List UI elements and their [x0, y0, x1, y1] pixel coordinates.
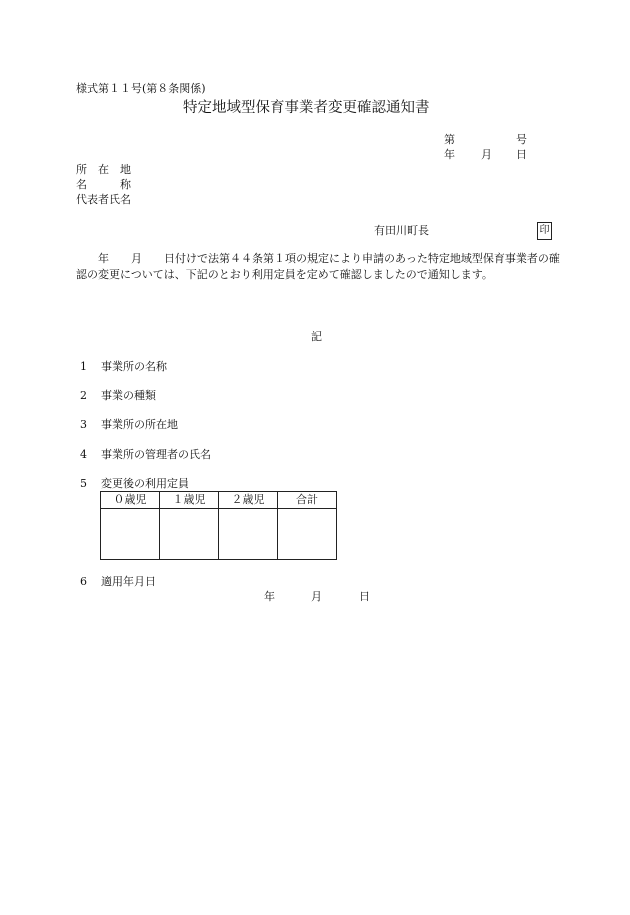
issue-date-month: 月 — [481, 148, 492, 161]
doc-number-dai: 第 — [444, 133, 455, 146]
item-number: 4 — [80, 448, 87, 461]
doc-number-go: 号 — [516, 133, 527, 146]
capacity-cell-total — [278, 509, 337, 560]
capacity-cell-age-2 — [219, 509, 278, 560]
item-number: 1 — [80, 360, 87, 373]
apply-date-day: 日 — [359, 590, 370, 603]
item-label-facility-name: 事業所の名称 — [101, 360, 167, 373]
apply-date-year: 年 — [264, 590, 275, 603]
notice-paragraph: 年 月 日付けで法第４４条第１項の規定により申請のあった特定地域型保育事業者の確認の変更については、下記のとおり利用定員を定めて確認しましたので通知します。 — [76, 252, 560, 281]
recipient-location-label: 所 在 地 — [76, 163, 131, 176]
issue-date-year: 年 — [444, 148, 455, 161]
item-label-apply-date: 適用年月日 — [101, 575, 156, 588]
capacity-cell-age-1 — [160, 509, 219, 560]
recipient-rep-label: 代表者氏名 — [76, 193, 131, 206]
item-label-manager-name: 事業所の管理者の氏名 — [101, 448, 211, 461]
header-age-1: １歳児 — [160, 492, 219, 509]
form-number-label: 様式第１１号(第８条関係) — [76, 82, 206, 95]
capacity-value-row — [101, 509, 337, 560]
header-age-0: ０歳児 — [101, 492, 160, 509]
header-total: 合計 — [278, 492, 337, 509]
item-label-changed-capacity: 変更後の利用定員 — [101, 477, 189, 490]
recipient-name-label: 名 称 — [76, 178, 131, 191]
item-number: 6 — [80, 575, 87, 588]
item-label-facility-location: 事業所の所在地 — [101, 418, 178, 431]
ki-heading: 記 — [311, 330, 322, 343]
issue-date-day: 日 — [516, 148, 527, 161]
issuer-name: 有田川町長 — [374, 224, 429, 237]
apply-date-month: 月 — [311, 590, 322, 603]
capacity-header-row — [101, 492, 337, 509]
capacity-table — [100, 491, 337, 560]
item-label-business-type: 事業の種類 — [101, 389, 156, 402]
item-number: 5 — [80, 477, 87, 490]
seal-mark: 印 — [537, 222, 552, 240]
header-age-2: ２歳児 — [219, 492, 278, 509]
item-number: 3 — [80, 418, 87, 431]
capacity-cell-age-0 — [101, 509, 160, 560]
item-number: 2 — [80, 389, 87, 402]
document-title: 特定地域型保育事業者変更確認通知書 — [183, 100, 430, 116]
